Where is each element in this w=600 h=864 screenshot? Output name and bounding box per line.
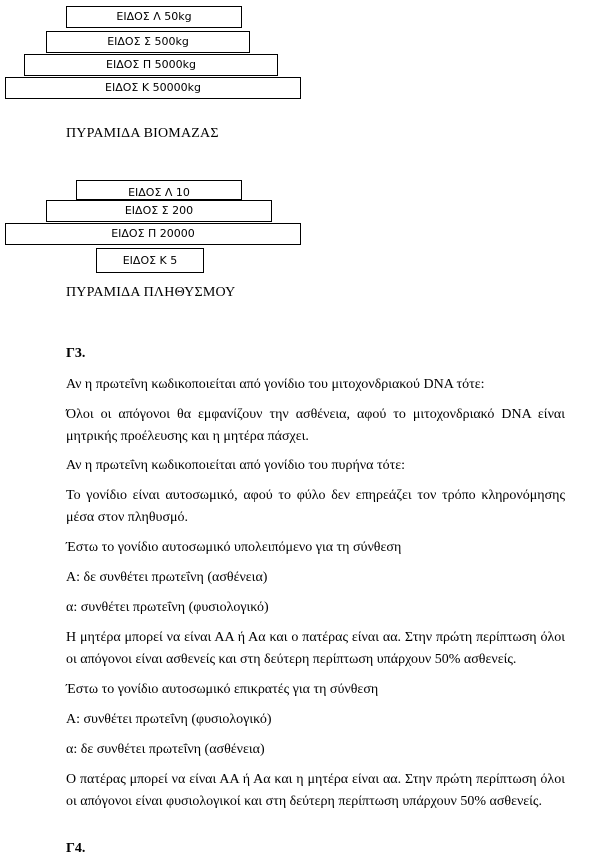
population-level-sigma: ΕΙΔΟΣ Σ 200: [46, 200, 272, 222]
g3-paragraph-10: Α: συνθέτει πρωτεΐνη (φυσιολογικό): [66, 712, 272, 727]
g3-paragraph-12: Ο πατέρας μπορεί να είναι ΑΑ ή Αα και η μητέρα είναι αα. Στην πρώτη περίπτωση όλοι οι απόγονοι είναι φυσιολογικοί και στη δεύτερη περίπτωση υπάρχουν 50% ασθενείς.: [66, 772, 565, 809]
population-level-pi: ΕΙΔΟΣ Π 20000: [5, 223, 301, 245]
biomass-pyramid-caption: ΠΥΡΑΜΙΔΑ ΒΙΟΜΑΖΑΣ: [66, 126, 219, 141]
biomass-level-sigma: ΕΙΔΟΣ Σ 500kg: [46, 31, 250, 53]
biomass-level-pi: ΕΙΔΟΣ Π 5000kg: [24, 54, 278, 76]
section-g3-heading: Γ3.: [66, 346, 86, 361]
population-level-lambda: ΕΙΔΟΣ Λ 10: [76, 180, 242, 200]
g3-paragraph-8: Η μητέρα μπορεί να είναι ΑΑ ή Αα και ο πατέρας είναι αα. Στην πρώτη περίπτωση όλοι οι απόγονοι είναι ασθενείς και στη δεύτερη περίπτωση υπάρχουν 50% ασθενείς.: [66, 630, 565, 667]
biomass-level-kappa: ΕΙΔΟΣ Κ 50000kg: [5, 77, 301, 99]
g3-paragraph-11: α: δε συνθέτει πρωτεΐνη (ασθένεια): [66, 742, 265, 757]
population-pyramid-caption: ΠΥΡΑΜΙΔΑ ΠΛΗΘΥΣΜΟΥ: [66, 285, 236, 300]
g3-paragraph-6: Α: δε συνθέτει πρωτεΐνη (ασθένεια): [66, 570, 268, 585]
section-g4-heading: Γ4.: [66, 841, 86, 856]
g3-paragraph-2: Όλοι οι απόγονοι θα εμφανίζουν την ασθένεια, αφού το μιτοχονδριακό DNA είναι μητρικής προέλευσης και η μητέρα πάσχει.: [66, 407, 565, 444]
g3-paragraph-1: Αν η πρωτεΐνη κωδικοποιείται από γονίδιο του μιτοχονδριακού DNA τότε:: [66, 377, 485, 392]
g3-paragraph-3: Αν η πρωτεΐνη κωδικοποιείται από γονίδιο του πυρήνα τότε:: [66, 458, 405, 473]
population-level-kappa: ΕΙΔΟΣ Κ 5: [96, 248, 204, 273]
g3-paragraph-7: α: συνθέτει πρωτεΐνη (φυσιολογικό): [66, 600, 269, 615]
biomass-level-lambda: ΕΙΔΟΣ Λ 50kg: [66, 6, 242, 28]
g3-paragraph-5: Έστω το γονίδιο αυτοσωμικό υπολειπόμενο για τη σύνθεση: [66, 540, 402, 555]
g3-paragraph-9: Έστω το γονίδιο αυτοσωμικό επικρατές για τη σύνθεση: [66, 682, 379, 697]
g3-paragraph-4: Το γονίδιο είναι αυτοσωμικό, αφού το φύλο δεν επηρεάζει τον τρόπο κληρονόμησης μέσα στον πληθυσμό.: [66, 488, 565, 525]
